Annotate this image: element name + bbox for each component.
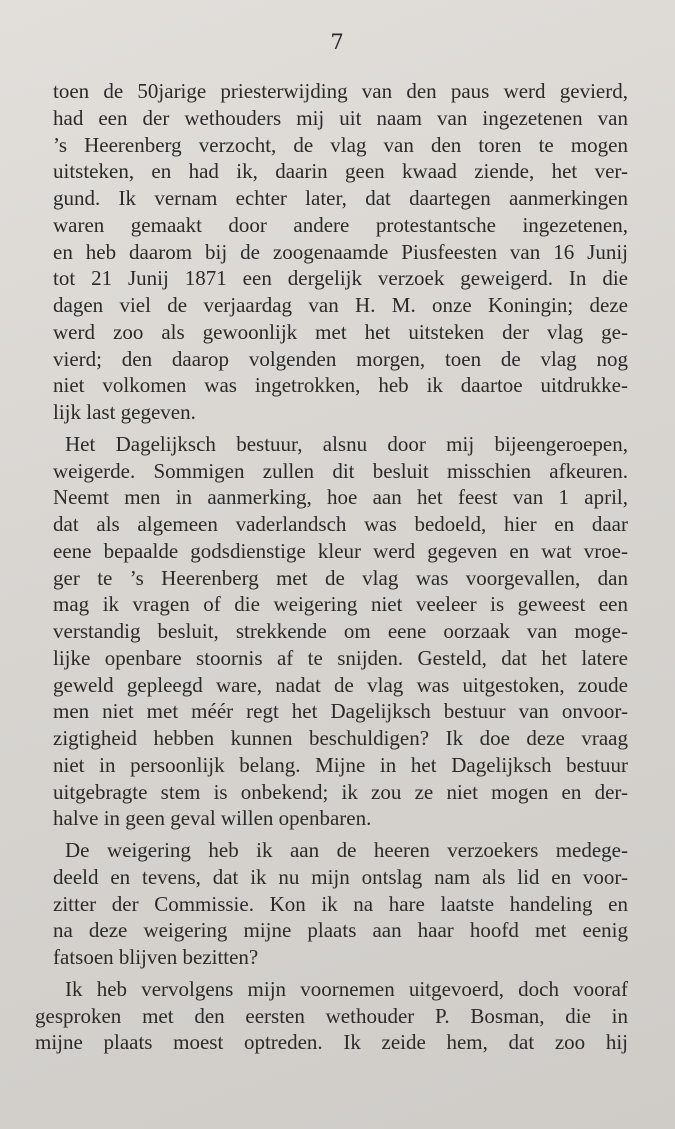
text-line: dagen viel de verjaardag van H. M. onze Koningin; deze xyxy=(53,293,628,317)
text-line: men niet met méér regt het Dagelijksch bestuur van onvoor- xyxy=(53,699,628,724)
text-line: toen de 50jarige priesterwijding van den paus werd gevierd, xyxy=(53,79,628,103)
text-line: eene bepaalde godsdienstige kleur werd gegeven en wat vroe- xyxy=(53,538,628,563)
text-line: tot 21 Junij 1871 een dergelijk verzoek geweigerd. In die xyxy=(53,266,628,291)
text-line: waren gemaakt door andere protestantsche ingezetenen, xyxy=(53,212,628,237)
text-line: weigerde. Sommigen zullen dit besluit misschien afkeuren. xyxy=(53,458,628,483)
text-line: zitter der Commissie. Kon ik na hare laatste handeling en xyxy=(53,891,628,916)
paragraph-start: De weigering heb ik aan de heeren verzoekers medege- xyxy=(65,838,628,862)
text-line: Neemt men in aanmerking, hoe aan het feest van 1 april, xyxy=(53,485,628,510)
text-line: had een der wethouders mij uit naam van ingezetenen van xyxy=(53,105,628,130)
text-line: uitsteken, en had ik, daarin geen kwaad ziende, het ver- xyxy=(53,159,628,184)
text-line: geweld gepleegd ware, nadat de vlag was uitgestoken, zoude xyxy=(53,672,628,697)
text-line: na deze weigering mijne plaats aan haar hoofd met eenig xyxy=(53,918,628,943)
text-line: lijke openbare stoornis af te snijden. Gesteld, dat het latere xyxy=(53,645,628,670)
text-line: lijk last gegeven. xyxy=(53,400,196,424)
text-line: mag ik vragen of die weigering niet veeleer is geweest een xyxy=(53,592,628,617)
page-number: 7 xyxy=(330,30,345,54)
text-line: werd zoo als gewoonlijk met het uitsteken der vlag ge- xyxy=(53,319,628,344)
text-line: fatsoen blijven bezitten? xyxy=(53,945,259,969)
text-line: gesproken met den eersten wethouder P. Bosman, die in xyxy=(35,1003,628,1028)
paragraph-start: Ik heb vervolgens mijn voornemen uitgevoerd, doch vooraf xyxy=(65,976,628,1001)
text-line: en heb daarom bij de zoogenaamde Piusfeesten van 16 Junij xyxy=(53,239,628,264)
text-line: mijne plaats moest optreden. Ik zeide hem, dat zoo hij xyxy=(35,1030,628,1055)
paragraph-start: Het Dagelijksch bestuur, alsnu door mij bijeengeroepen, xyxy=(65,431,628,456)
text-line: dat als algemeen vaderlandsch was bedoeld, hier en daar xyxy=(53,512,628,536)
text-line: deeld en tevens, dat ik nu mijn ontslag nam als lid en voor- xyxy=(53,864,628,889)
text-line: niet volkomen was ingetrokken, heb ik daartoe uitdrukke- xyxy=(53,373,628,398)
text-line: zigtigheid hebben kunnen beschuldigen? Ik doe deze vraag xyxy=(53,726,628,750)
body-text xyxy=(35,78,628,1056)
text-line: uitgebragte stem is onbekend; ik zou ze niet mogen en der- xyxy=(53,779,628,804)
text-line: niet in persoonlijk belang. Mijne in het Dagelijksch bestuur xyxy=(53,752,628,777)
text-line: gund. Ik vernam echter later, dat daartegen aanmerkingen xyxy=(53,186,628,210)
text-line: verstandig besluit, strekkende om eene oorzaak van moge- xyxy=(53,619,628,643)
text-line: ger te ’s Heerenberg met de vlag was voorgevallen, dan xyxy=(53,565,628,590)
text-line: halve in geen geval willen openbaren. xyxy=(53,806,372,831)
text-line: ’s Heerenberg verzocht, de vlag van den toren te mogen xyxy=(53,132,628,157)
text-line: vierd; den daarop volgenden morgen, toen de vlag nog xyxy=(53,346,628,371)
